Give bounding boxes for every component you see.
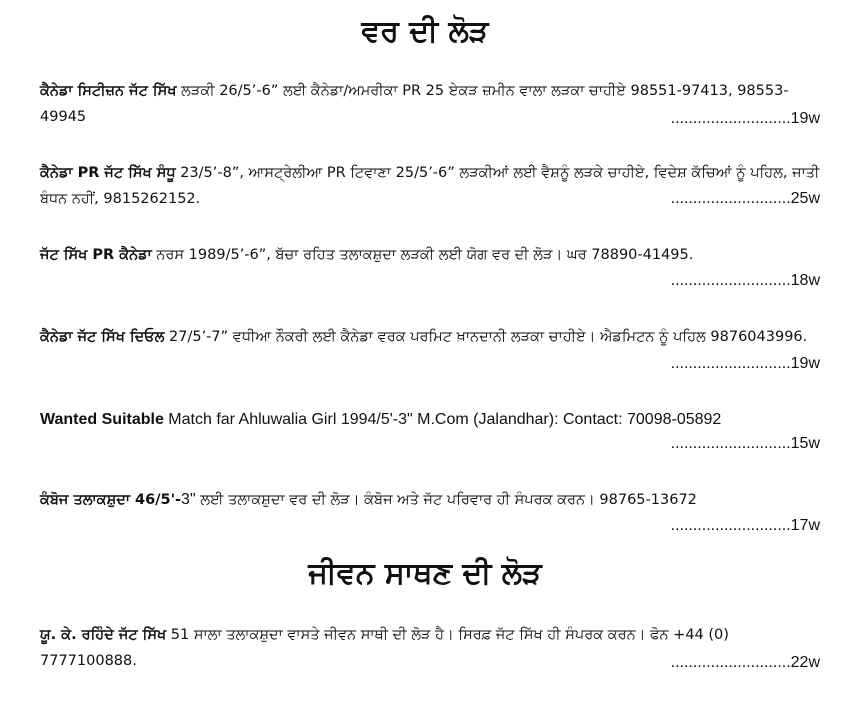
ad-text: ਲੜਕੀ 26/5’-6” ਲਈ ਕੈਨੇਡਾ/ਅਮਰੀਕਾ PR 25 ਏਕੜ ਜ਼ਮੀਨ ਵਾਲਾ ਲੜਕਾ ਚਾਹੀਏ 98551-97413, 98553-49945 [40, 83, 789, 125]
ad-code: ...........................19w [670, 355, 820, 372]
ad-text: ਲਈ ਤਲਾਕਸ਼ੁਦਾ ਵਰ ਦੀ ਲੋੜ। ਕੰਬੋਜ ਅਤੇ ਜੱਟ ਪਰਿਵਾਰ ਹੀ ਸੰਪਰਕ ਕਰਨ। 98765-13672 [195, 492, 697, 508]
ad-lead: ਕੈਨੇਡਾ PR ਜੱਟ ਸਿੱਖ ਸੰਧੂ [40, 165, 176, 181]
ad-text: 23/5’-8”, ਆਸਟ੍ਰੇਲੀਆ PR ਟਿਵਾਣਾ 25/5’-6” ਲੜਕੀਆਂ ਲਈ ਵੈਸ਼ਨੂੰ ਲੜਕੇ ਚਾਹੀਏ, ਵਿਦੇਸ਼ ਕੱਚਿਆਂ ਨੂੰ ਪਹਿਲ, ਜਾਤੀ ਬੰਧਨ ਨਹੀਂ, 9815262152. [40, 165, 820, 207]
ad-lead: ਜੱਟ ਸਿੱਖ PR ਕੈਨੇਡਾ [40, 247, 152, 263]
ad-text: Match far Ahluwalia Girl 1994/5'-3" M.Com (Jalandhar): Contact: 70098-05892 [163, 411, 722, 428]
ad-code: ...........................25w [670, 190, 820, 207]
section-heading-life-partner-wanted: ਜੀਵਨ ਸਾਥਣ ਦੀ ਲੋੜ [308, 556, 542, 591]
ad-code: ...........................18w [670, 272, 820, 289]
ad-code: ...........................22w [670, 654, 820, 671]
ad-lead: Wanted Suitable [40, 411, 164, 428]
ad-lead: ਕੰਬੋਜ ਤਲਾਕਸ਼ੁਦਾ 46/5'- [40, 492, 182, 508]
ad-code: ...........................19w [670, 110, 820, 127]
ad-text: 51 ਸਾਲਾ ਤਲਾਕਸ਼ੁਦਾ ਵਾਸਤੇ ਜੀਵਨ ਸਾਥੀ ਦੀ ਲੋੜ ਹੈ। ਸਿਰਫ਼ ਜੱਟ ਸਿੱਖ ਹੀ ਸੰਪਰਕ ਕਰਨ। ਫੋਨ +44 (0) 7777100888. [40, 627, 729, 669]
ad-lead: ਕੈਨੇਡਾ ਜੱਟ ਸਿੱਖ ਦਿਓਲ [40, 329, 165, 345]
ad-lead: ਕੈਨੇਡਾ ਸਿਟੀਜ਼ਨ ਜੱਟ ਸਿੱਖ [40, 83, 177, 99]
ad-lead: ਯੂ. ਕੇ. ਰਹਿੰਦੇ ਜੱਟ ਸਿੱਖ [40, 627, 167, 643]
ad-lead-suffix: 3" [181, 491, 196, 508]
ad-text: ਨਰਸ 1989/5’-6”, ਬੱਚਾ ਰਹਿਤ ਤਲਾਕਸ਼ੁਦਾ ਲੜਕੀ ਲਈ ਯੋਗ ਵਰ ਦੀ ਲੋੜ। ਘਰ 78890-41495. [151, 247, 694, 263]
ad-text: 27/5’-7” ਵਧੀਆ ਨੌਕਰੀ ਲਈ ਕੈਨੇਡਾ ਵਰਕ ਪਰਮਿਟ ਖ਼ਾਨਦਾਨੀ ਲੜਕਾ ਚਾਹੀਏ। ਐਡਮਿਟਨ ਨੂੰ ਪਹਿਲ 9876043996. [164, 329, 808, 345]
ad-code: ...........................17w [670, 517, 820, 534]
classified-ad [40, 487, 820, 513]
ad-code: ...........................15w [670, 435, 820, 452]
classified-ad [40, 407, 820, 433]
section-heading-grooms-wanted: ਵਰ ਦੀ ਲੋੜ [361, 14, 489, 49]
classified-ad [40, 324, 820, 350]
classified-ad [40, 242, 820, 268]
